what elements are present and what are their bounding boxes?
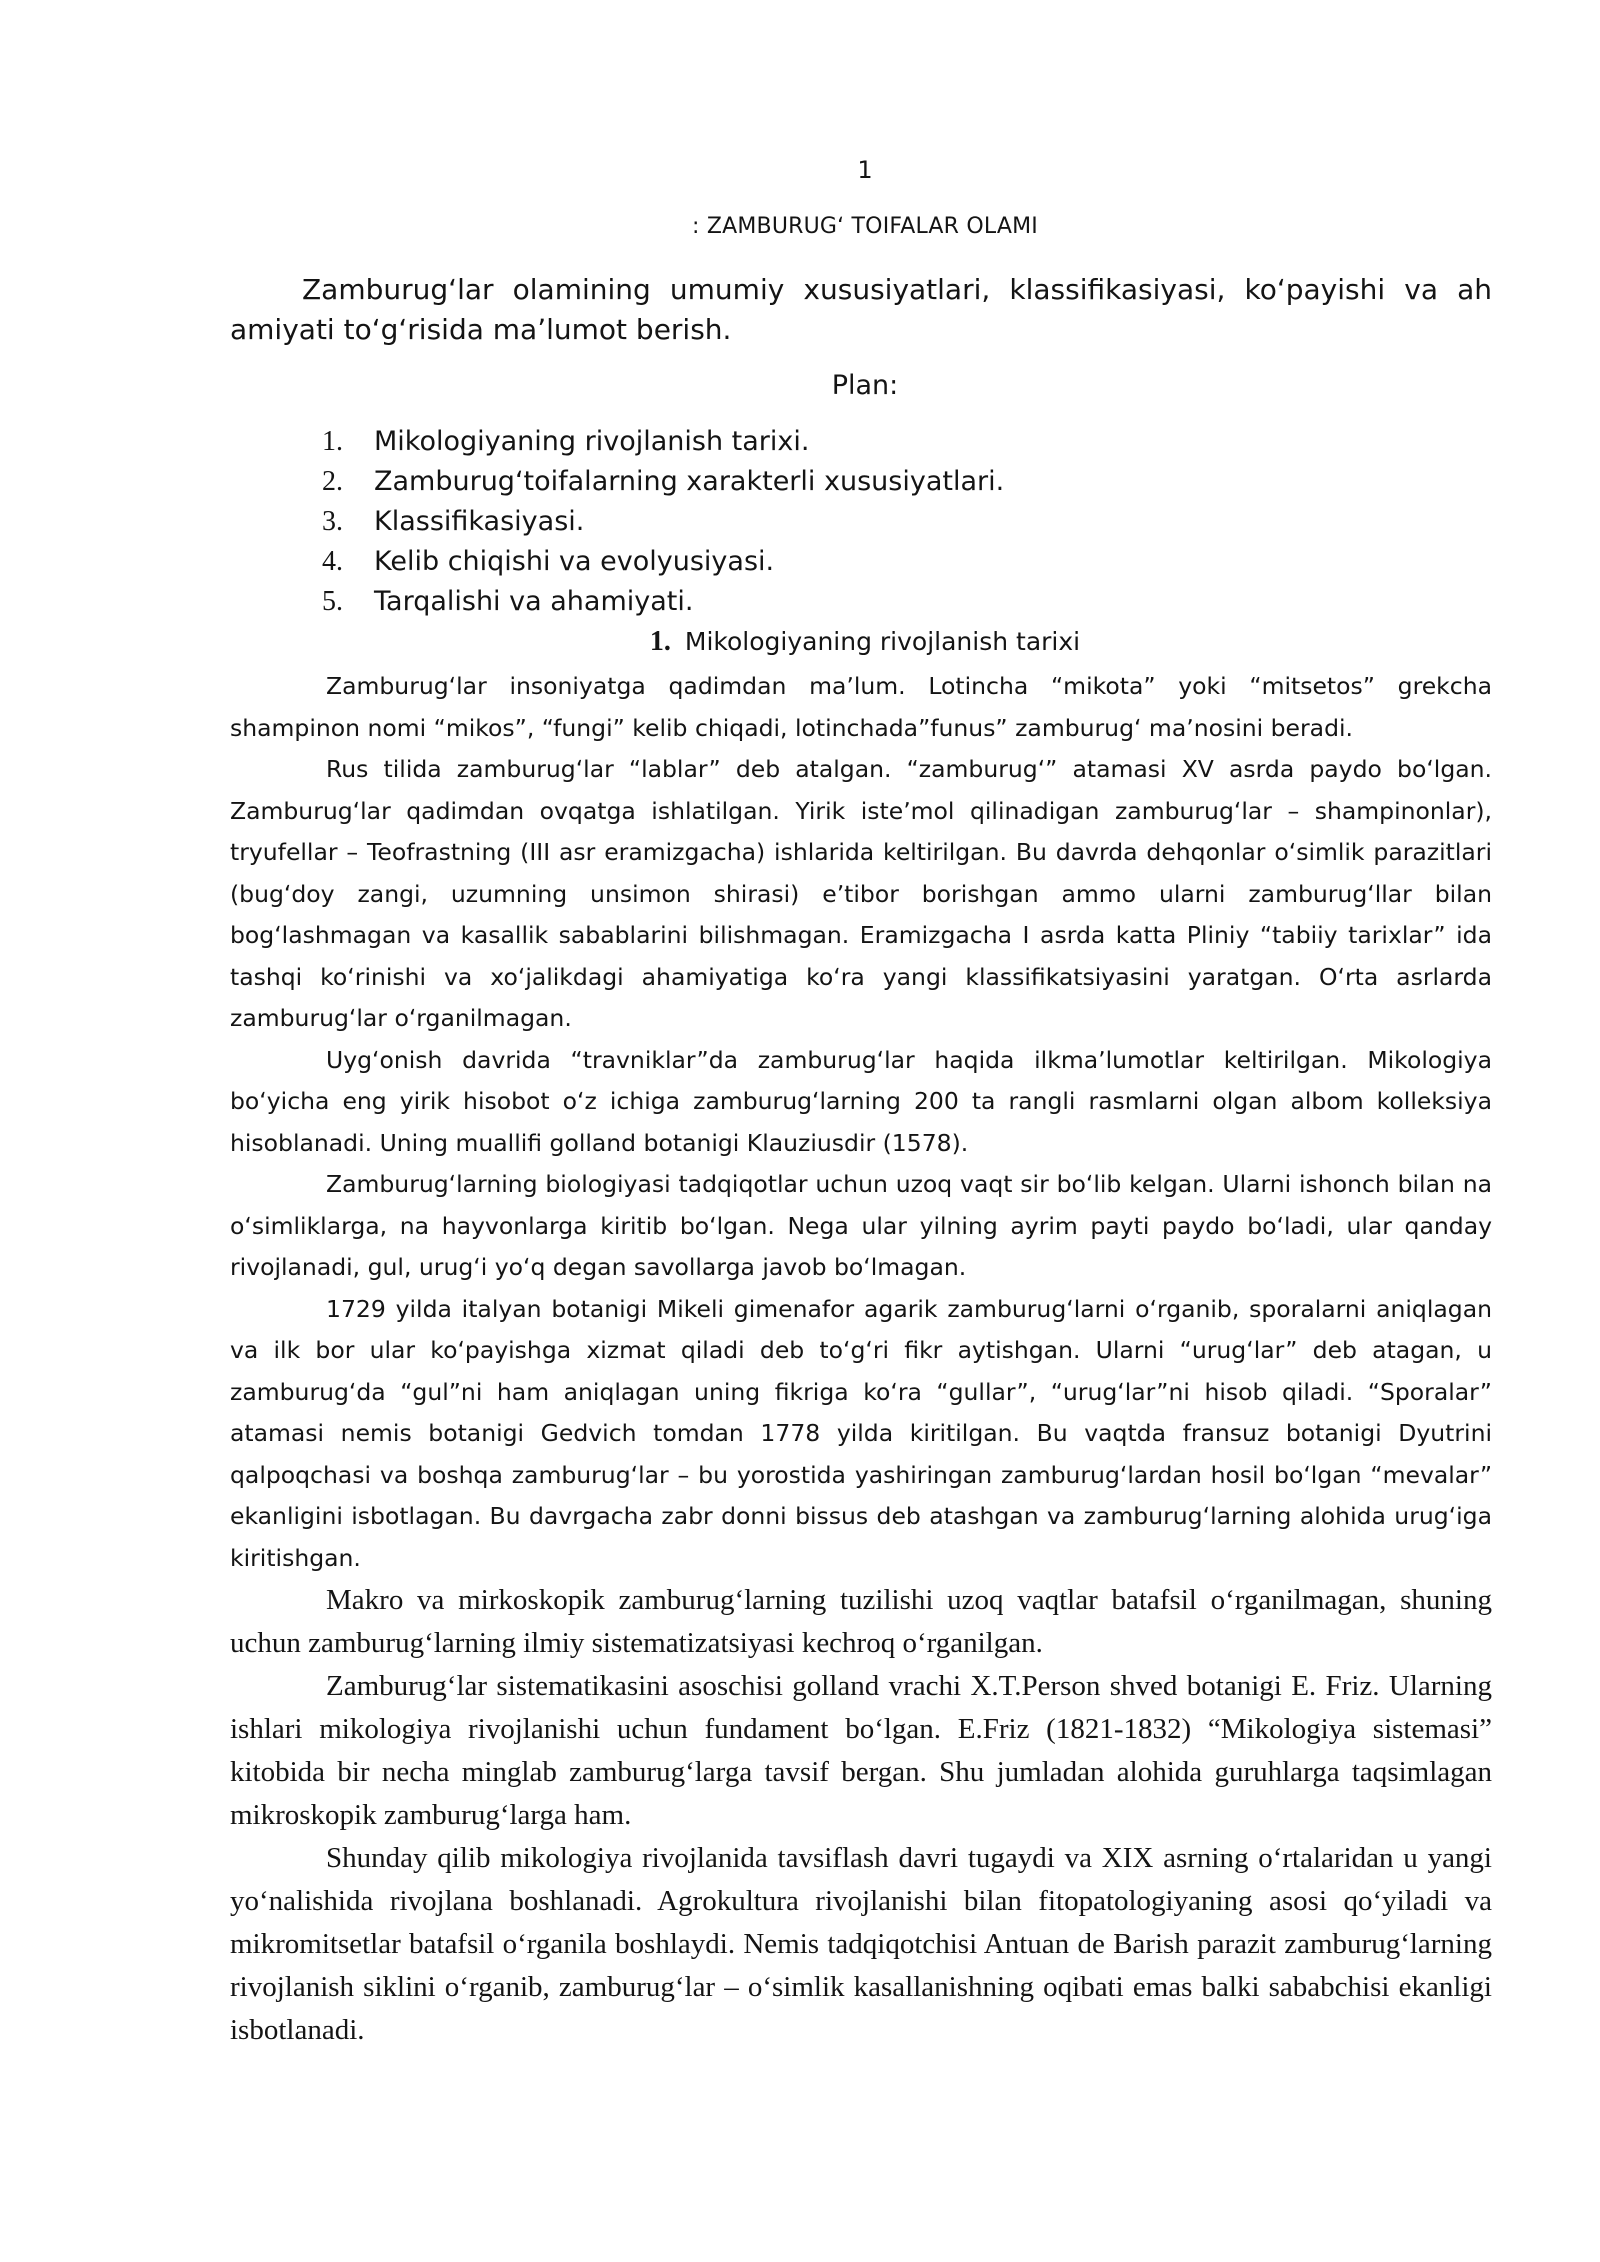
plan-item-text: Kelib chiqishi va evolyusiyasi. — [374, 546, 775, 577]
document-title: : ZAMBURUGʻ TOIFALAR OLAMI — [692, 214, 1038, 239]
body-paragraph: Zamburugʻlarning biologiyasi tadqiqotlar uchun uzoq vaqt sir boʻlib kelgan. Ularni ishonch bilan na oʻsimliklarga, na hayvonlarga kiritib boʻlgan. Nega ular yilning ayrim payti paydo boʻladi, ular qanday rivojlanadi, gul, urugʻi yoʻq degan savollarga javob boʻlmagan. — [230, 1170, 1492, 1281]
plan-item-number: 2. — [322, 466, 343, 497]
plan-item-number: 4. — [322, 546, 343, 577]
plan-item-text: Tarqalishi va ahamiyati. — [374, 586, 694, 617]
plan-item-number: 1. — [322, 426, 343, 457]
page-number: 1 — [857, 156, 873, 184]
section-number: 1. — [649, 626, 671, 657]
body-paragraph: Shunday qilib mikologiya rivojlanida tavsiflash davri tugaydi va XIX asrning oʻrtalaridan u yangi yoʻnalishida rivojlana boshlanadi. Agrokultura rivojlanishi bilan fitopatologiyaning asosi qoʻyiladi va mikromitsetlar batafsil oʻrganila boshlaydi. Nemis tadqiqotchisi Antuan de Barish parazit zamburugʻlarning rivojlanish siklini oʻrganib, zamburugʻlar – oʻsimlik kasallanishning oqibati emas balki sababchisi ekanligi isbotlanadi. — [230, 1842, 1492, 2046]
body-paragraph: 1729 yilda italyan botanigi Mikeli gimenafor agarik zamburugʻlarni oʻrganib, sporalarni aniqlagan va ilk bor ular koʻpayishga xizmat qiladi deb toʻgʻri fikr aytishgan. Ularni “urugʻlar” deb atagan, u zamburugʻda “gul”ni ham aniqlagan uning fikriga koʻra “gullar”, “urugʻlar”ni hisob qiladi. “Sporalar” atamasi nemis botanigi Gedvich tomdan 1778 yilda kiritilgan. Bu vaqtda fransuz botanigi Dyutrini qalpoqchasi va boshqa zamburugʻlar – bu yorostida yashiringan zamburugʻlardan hosil boʻlgan “mevalar” ekanligini isbotlagan. Bu davrgacha zabr donni bissus deb atashgan va zamburugʻlarning alohida urugʻiga kiritishgan. — [230, 1294, 1492, 1572]
body-text — [230, 666, 1492, 2052]
body-paragraph: Zamburugʻlar insoniyatga qadimdan maʼlum. Lotincha “mikota” yoki “mitsetos” grekcha shampinon nomi “mikos”, “fungi” kelib chiqadi, lotinchada”funus” zamburugʻ maʼnosini beradi. — [230, 672, 1492, 742]
plan-item — [322, 502, 1004, 542]
plan-item-text: Klassifikasiyasi. — [374, 506, 585, 537]
plan-item — [322, 542, 1004, 582]
plan-item — [322, 462, 1004, 502]
plan-list — [322, 422, 1004, 622]
plan-item-number: 5. — [322, 586, 343, 617]
plan-item — [322, 582, 1004, 622]
body-paragraph: Uygʻonish davrida “travniklar”da zamburugʻlar haqida ilkmaʼlumotlar keltirilgan. Mikologiya boʻyicha eng yirik hisobot oʻz ichiga zamburugʻlarning 200 ta rangli rasmlarni olgan albom kolleksiya hisoblanadi. Uning muallifi golland botanigi Klauziusdir (1578). — [230, 1045, 1492, 1157]
body-paragraph: Zamburugʻlar sistematikasini asoschisi golland vrachi X.T.Person shved botanigi E. Friz. Ularning ishlari mikologiya rivojlanishi uchun fundament boʻlgan. E.Friz (1821-1832) “Mikologiya sistemasi” kitobida bir necha minglab zamburugʻlarga tavsif bergan. Shu jumladan alohida guruhlarga taqsimlagan mikroskopik zamburugʻlarga ham. — [230, 1670, 1492, 1831]
section-heading — [0, 626, 1600, 658]
plan-heading: Plan: — [831, 370, 899, 401]
body-paragraph: Makro va mirkoskopik zamburugʻlarning tuzilishi uzoq vaqtlar batafsil oʻrganilmagan, shuning uchun zamburugʻlarning ilmiy sistematizatsiyasi kechroq oʻrganilgan. — [230, 1584, 1492, 1659]
section-title: Mikologiyaning rivojlanish tarixi — [684, 627, 1081, 656]
plan-item-text: Zamburugʻtoifalarning xarakterli xususiyatlari. — [374, 466, 1005, 497]
plan-item — [322, 422, 1004, 462]
plan-item-number: 3. — [322, 506, 343, 537]
intro-paragraph: Zamburugʻlar olamining umumiy xususiyatlari, klassifikasiyasi, koʻpayishi va ah amiyati toʻgʻrisida maʼlumot berish. — [230, 273, 1492, 346]
body-paragraph: Rus tilida zamburugʻlar “lablar” deb atalgan. “zamburugʻ” atamasi XV asrda paydo boʻlgan. Zamburugʻlar qadimdan ovqatga ishlatilgan. Yirik isteʼmol qilinadigan zamburugʻlar – shampinonlar), tryufellar – Teofrastning (III asr eramizgacha) ishlarida keltirilgan. Bu davrda dehqonlar oʻsimlik parazitlari (bugʻdoy zangi, uzumning unsimon shirasi) eʼtibor borishgan ammo ularni zamburugʻllar bilan bogʻlashmagan va kasallik sabablarini bilishmagan. Eramizgacha I asrda katta Pliniy “tabiiy tarixlar” ida tashqi koʻrinishi va xoʻjalikdagi ahamiyatiga koʻra yangi klassifikatsiyasini yaratgan. Oʻrta asrlarda zamburugʻlar oʻrganilmagan. — [230, 755, 1492, 1032]
plan-item-text: Mikologiyaning rivojlanish tarixi. — [374, 426, 810, 457]
